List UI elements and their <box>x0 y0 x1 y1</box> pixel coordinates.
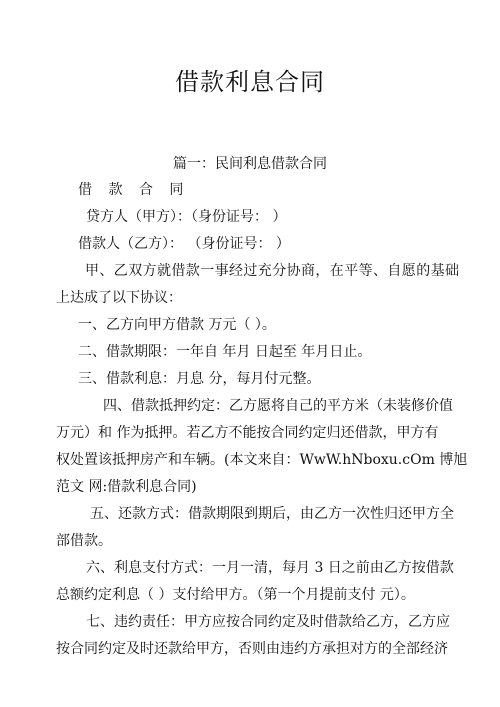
clause-5-line-1: 五、还款方式：借款期限到期后，由乙方一次性归还甲方全 <box>90 506 454 522</box>
clause-2: 二、借款期限：一年自 年月 日起至 年月日止。 <box>78 344 372 360</box>
clause-4-line-3: 权处置该抵押房产和车辆。(本文来自：WwW.hNboxu.cOm 博旭 <box>56 452 468 468</box>
clause-4-line-1: 四、借款抵押约定：乙方愿将自己的平方米（未装修价值 <box>103 398 453 414</box>
clause-4-line-4: 范文 网:借款利息合同) <box>56 479 197 495</box>
clause-3: 三、借款利息：月息 分，每月付元整。 <box>78 371 321 387</box>
contract-heading: 借 款 合 同 <box>78 182 190 198</box>
clause-4-line-2: 万元）和 作为抵押。若乙方不能按合同约定归还借款，甲方有 <box>56 425 439 441</box>
clause-5-line-2: 部借款。 <box>56 533 112 549</box>
document-title: 借款利息合同 <box>175 68 325 96</box>
clause-1: 一、乙方向甲方借款 万元（ ）。 <box>78 317 276 333</box>
lender-line: 贷方人（甲方）：（身份证号： ） <box>86 209 287 225</box>
paragraph-intro-line-1: 甲、乙双方就借款一事经过充分协商，在平等、自愿的基础 <box>85 263 460 279</box>
document-subtitle: 篇一：民间利息借款合同 <box>173 156 327 172</box>
paragraph-intro-line-2: 上达成了以下协议： <box>56 290 182 306</box>
clause-6-line-1: 六、利息支付方式：一月一清，每月 3 日之前由乙方按借款 <box>86 560 454 576</box>
clause-7-line-1: 七、违约责任：甲方应按合同约定及时借款给乙方，乙方应 <box>86 614 450 630</box>
borrower-line: 借款人（乙方）： （身份证号： ） <box>78 236 290 252</box>
clause-7-line-2: 按合同约定及时还款给甲方，否则由违约方承担对方的全部经济 <box>56 641 448 657</box>
clause-6-line-2: 总额约定利息（ ）支付给甲方。（第一个月提前支付 元）。 <box>56 587 415 603</box>
